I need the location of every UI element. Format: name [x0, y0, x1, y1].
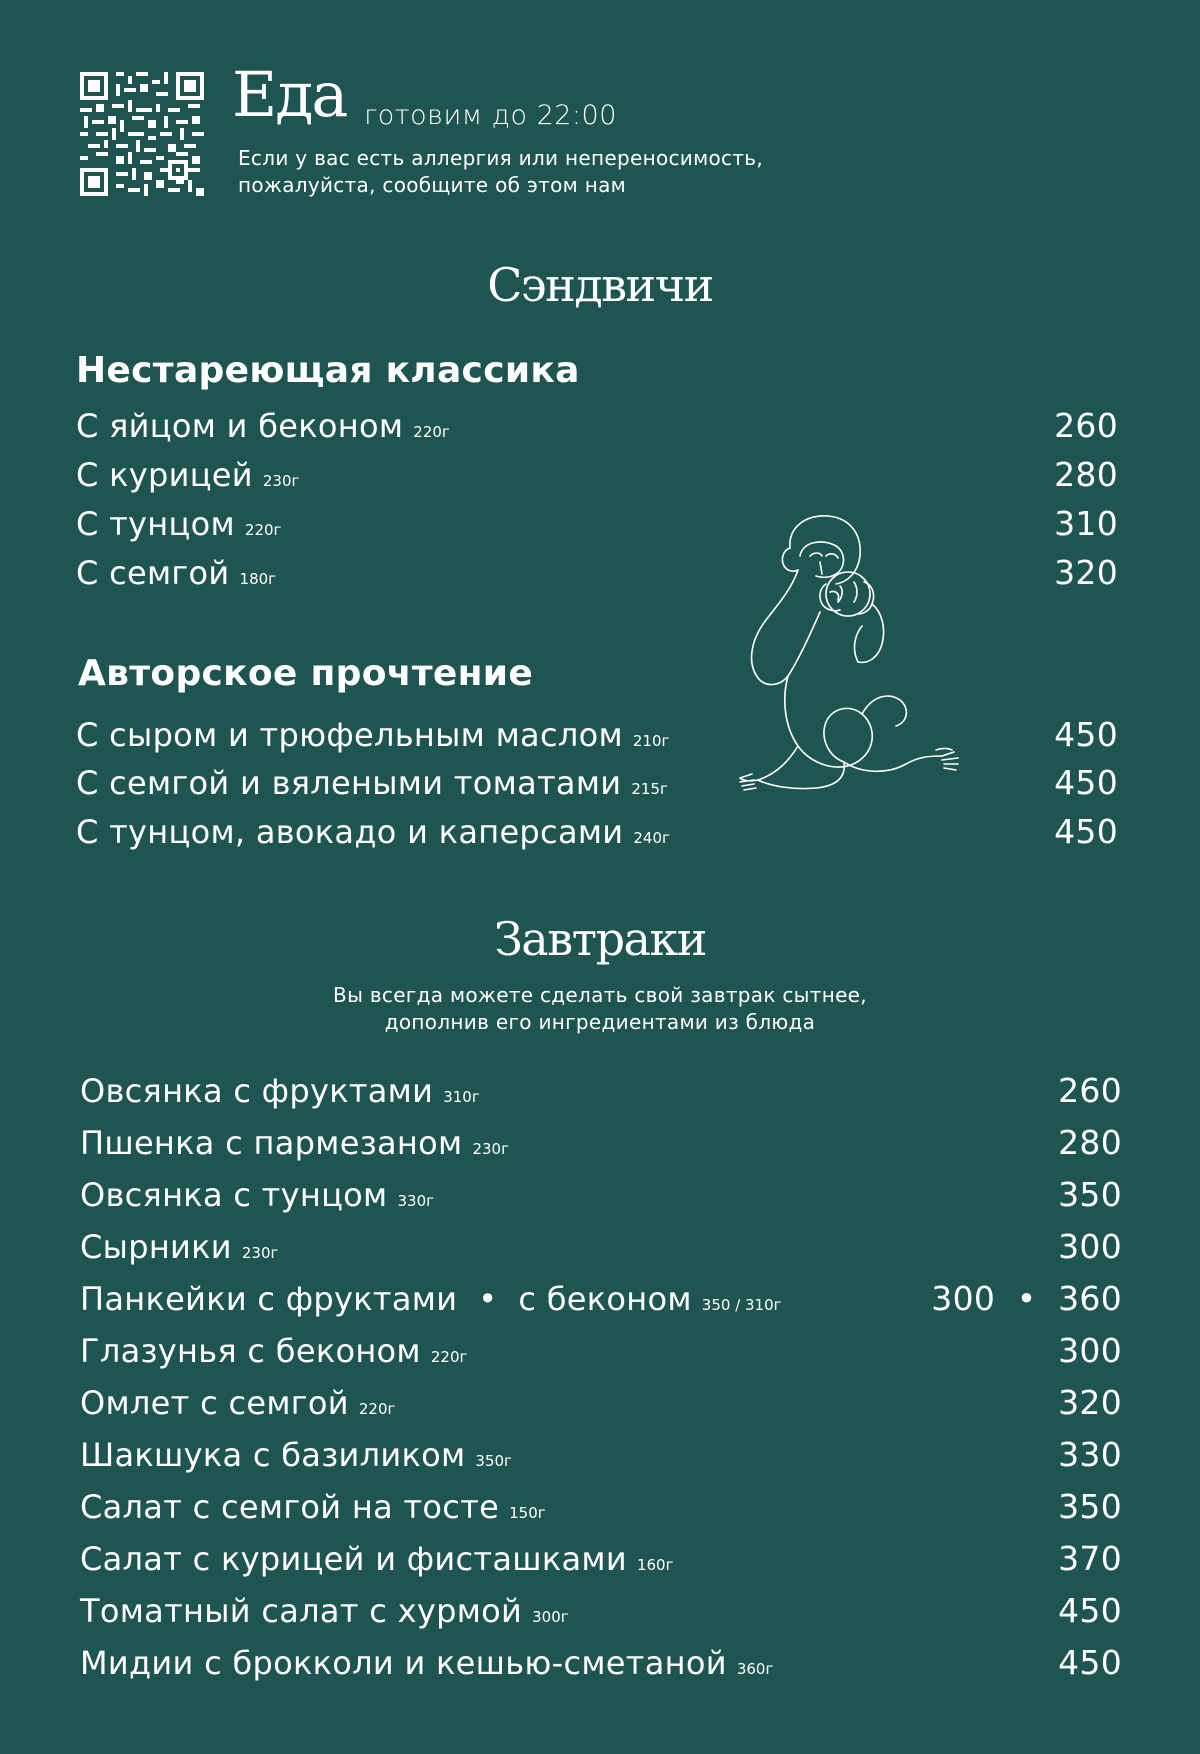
item-name: С тунцом — [76, 505, 235, 543]
item-name: С семгой и вялеными томатами — [76, 764, 622, 802]
item-price: 350 — [1058, 1175, 1122, 1214]
item-name-group — [76, 764, 668, 802]
item-price: 450 — [1054, 763, 1118, 802]
item-name-group — [80, 1072, 480, 1110]
item-weight: 210г — [632, 732, 670, 750]
item-name-group — [80, 1332, 467, 1370]
menu-item — [80, 1591, 1122, 1630]
subsection-title-classic: Нестареющая классика — [76, 350, 580, 391]
menu-item — [80, 1643, 1122, 1682]
item-name-group — [80, 1280, 782, 1318]
item-name-group — [80, 1228, 278, 1266]
menu-item — [80, 1487, 1122, 1526]
item-weight: 160г — [636, 1556, 674, 1574]
item-name: Омлет с семгой — [80, 1384, 349, 1422]
item-name-group — [76, 505, 281, 543]
item-name-group — [76, 456, 299, 494]
item-name-group — [80, 1592, 569, 1630]
item-price: 330 — [1058, 1435, 1122, 1474]
breakfast-note-line: Вы всегда можете сделать свой завтрак сытнее, — [333, 983, 867, 1007]
item-name: Салат с курицей и фисташками — [80, 1540, 627, 1578]
item-name: Глазунья с беконом — [80, 1332, 421, 1370]
allergy-note — [238, 145, 938, 199]
item-name-group — [80, 1436, 512, 1474]
item-price: 300 • 360 — [931, 1279, 1122, 1318]
item-weight: 230г — [262, 472, 300, 490]
item-price: 260 — [1058, 1071, 1122, 1110]
menu-item — [80, 1279, 1122, 1318]
qr-code-icon — [80, 72, 204, 196]
item-weight: 230г — [472, 1140, 509, 1158]
item-weight: 350 / 310г — [701, 1296, 782, 1314]
item-name: Мидии с брокколи и кешью-сметаной — [80, 1644, 727, 1682]
section-title-sandwiches: Сэндвичи — [487, 258, 713, 312]
item-price: 370 — [1058, 1539, 1122, 1578]
item-price: 450 — [1058, 1643, 1122, 1682]
item-price: 320 — [1054, 553, 1118, 592]
item-name-group — [80, 1124, 509, 1162]
item-name-group — [80, 1176, 434, 1214]
item-name: С курицей — [76, 456, 253, 494]
item-weight: 150г — [509, 1504, 546, 1522]
item-price: 280 — [1058, 1123, 1122, 1162]
item-name: Панкейки с фруктами • с беконом — [80, 1280, 692, 1318]
item-name: Шакшука с базиликом — [80, 1436, 466, 1474]
item-name: Пшенка с пармезаном — [80, 1124, 463, 1162]
item-price: 450 — [1054, 812, 1118, 851]
item-name: Сырники — [80, 1228, 232, 1266]
item-price: 260 — [1054, 406, 1118, 445]
item-weight: 220г — [358, 1400, 396, 1418]
item-price: 320 — [1058, 1383, 1122, 1422]
menu-item — [80, 1331, 1122, 1370]
item-weight: 220г — [244, 521, 282, 539]
menu-item — [80, 1383, 1122, 1422]
item-name: Салат с семгой на тосте — [80, 1488, 500, 1526]
kitchen-hours: готовим до 22:00 — [364, 100, 617, 131]
menu-item — [80, 1227, 1122, 1266]
item-weight: 360г — [736, 1660, 774, 1678]
item-price: 300 — [1058, 1227, 1122, 1266]
section-title-breakfasts: Завтраки — [494, 912, 706, 966]
item-name: Овсянка с фруктами — [80, 1072, 434, 1110]
item-name-group — [80, 1540, 673, 1578]
item-price: 450 — [1054, 715, 1118, 754]
item-name-group — [76, 716, 669, 754]
item-price: 310 — [1054, 504, 1118, 543]
breakfast-note-line: дополнив его ингредиентами из блюда — [384, 1010, 816, 1034]
item-weight: 220г — [413, 423, 450, 441]
item-name-group — [80, 1384, 395, 1422]
item-weight: 350г — [475, 1452, 512, 1470]
item-name: С семгой — [76, 554, 230, 592]
item-name: Томатный салат с хурмой — [80, 1592, 523, 1630]
item-weight: 180г — [239, 570, 277, 588]
menu-item — [80, 1435, 1122, 1474]
item-weight: 240г — [633, 829, 670, 847]
item-name-group — [76, 813, 670, 851]
item-weight: 215г — [631, 780, 668, 798]
item-name: С сыром и трюфельным маслом — [76, 716, 623, 754]
page-title: Еда — [232, 58, 347, 131]
item-name-group — [80, 1644, 773, 1682]
menu-item — [76, 406, 1118, 445]
monkey-illustration — [736, 512, 968, 848]
menu-item — [80, 1071, 1122, 1110]
item-weight: 330г — [397, 1192, 435, 1210]
item-name-group — [76, 407, 450, 445]
item-name: С тунцом, авокадо и каперсами — [76, 813, 624, 851]
menu-item — [80, 1175, 1122, 1214]
menu-item — [76, 455, 1118, 494]
item-name-group — [76, 554, 276, 592]
item-weight: 310г — [443, 1088, 480, 1106]
item-name: Овсянка с тунцом — [80, 1176, 388, 1214]
menu-item — [80, 1123, 1122, 1162]
item-price: 450 — [1058, 1591, 1122, 1630]
item-price: 280 — [1054, 455, 1118, 494]
subsection-title-author: Авторское прочтение — [78, 653, 534, 694]
allergy-note-line: Если у вас есть аллергия или непереносимость, — [238, 146, 763, 170]
breakfast-note — [0, 982, 1200, 1036]
item-name-group — [80, 1488, 546, 1526]
allergy-note-line: пожалуйста, сообщите об этом нам — [238, 173, 627, 197]
item-weight: 300г — [532, 1608, 569, 1626]
item-weight: 230г — [241, 1244, 279, 1262]
menu-item — [80, 1539, 1122, 1578]
item-price: 300 — [1058, 1331, 1122, 1370]
item-weight: 220г — [430, 1348, 468, 1366]
item-price: 350 — [1058, 1487, 1122, 1526]
item-name: С яйцом и беконом — [76, 407, 404, 445]
